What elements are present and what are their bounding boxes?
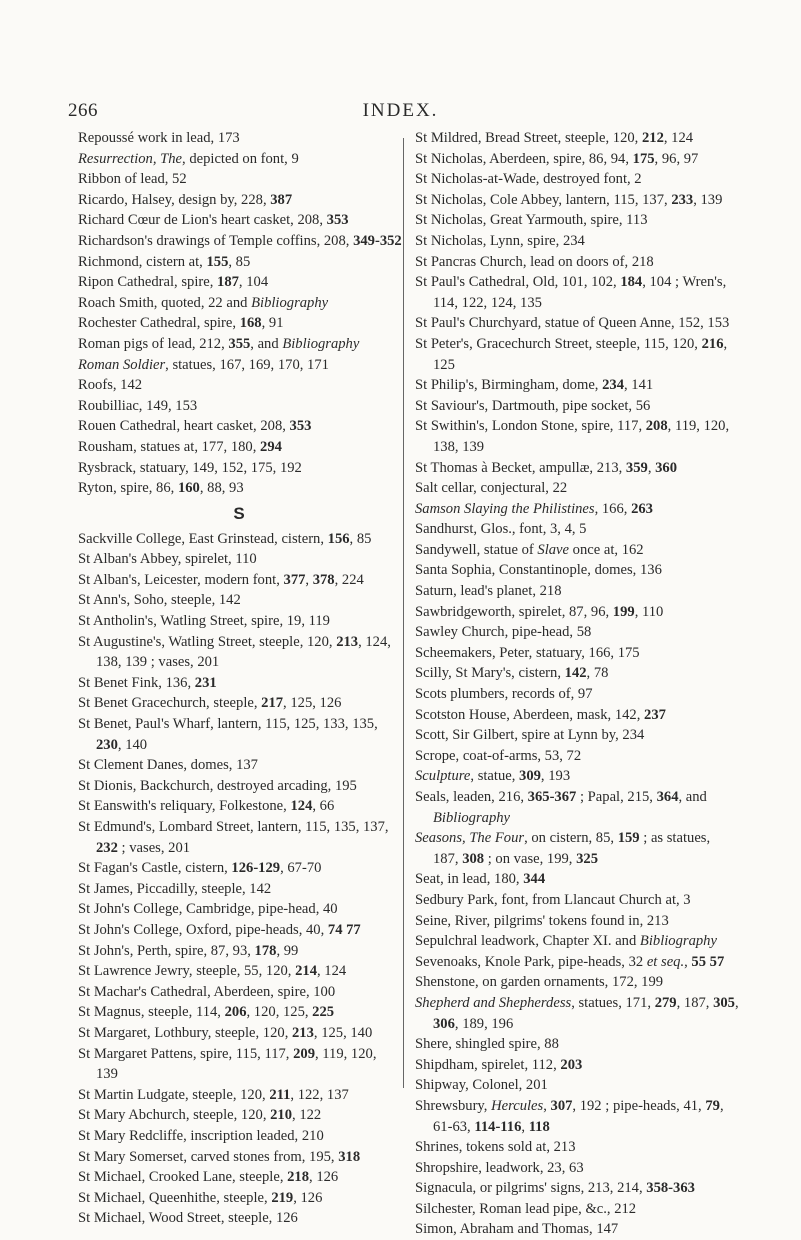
index-entry: St Margaret Pattens, spire, 115, 117, 209, 119, 120, — [78, 1045, 377, 1062]
index-entry: St John's, Perth, spire, 87, 93, 178, 99 — [78, 942, 299, 959]
index-entry: St Alban's, Leicester, modern font, 377, 378, 224 — [78, 571, 364, 588]
index-entry: Rochester Cathedral, spire, 168, 91 — [78, 315, 284, 332]
index-entry: Simon, Abraham and Thomas, 147 — [415, 1221, 619, 1238]
index-entry-continuation: Bibliography — [433, 809, 511, 826]
index-entry: St Paul's Churchyard, statue of Queen Anne, 152, 153 — [415, 315, 730, 332]
page-title: INDEX. — [362, 100, 439, 121]
index-entry: Sandywell, statue of Slave once at, 162 — [415, 541, 644, 558]
index-entry: St Eanswith's reliquary, Folkestone, 124, 66 — [78, 798, 335, 815]
index-entry: Ricardo, Halsey, design by, 228, 387 — [78, 191, 293, 208]
index-entry: Sandhurst, Glos., font, 3, 4, 5 — [415, 521, 587, 538]
column-divider — [403, 138, 404, 1088]
index-entry: Sawley Church, pipe-head, 58 — [415, 624, 592, 641]
index-entry: St Pancras Church, lead on doors of, 218 — [415, 253, 654, 270]
index-entry-continuation: 138, 139 — [433, 438, 485, 455]
index-entry: St Mary Abchurch, steeple, 120, 210, 122 — [78, 1107, 322, 1124]
index-entry: St John's College, Oxford, pipe-heads, 40, 74 77 — [78, 921, 361, 938]
index-entry: Roofs, 142 — [78, 377, 143, 394]
index-entry-continuation: 114, 122, 124, 135 — [433, 294, 542, 311]
index-entry: St Philip's, Birmingham, dome, 234, 141 — [415, 377, 654, 394]
index-entry: St Michael, Queenhithe, steeple, 219, 126 — [78, 1189, 323, 1206]
index-entry: St Lawrence Jewry, steeple, 55, 120, 214, 124 — [78, 963, 347, 980]
index-entry: Scotston House, Aberdeen, mask, 142, 237 — [415, 706, 666, 723]
index-entry: Scots plumbers, records of, 97 — [415, 686, 593, 703]
index-entry: Ribbon of lead, 52 — [78, 171, 187, 188]
index-entry-continuation: 306, 189, 196 — [433, 1015, 514, 1032]
index-entry: Resurrection, The, depicted on font, 9 — [78, 150, 299, 167]
index-entry: Sackville College, East Grinstead, cistern, 156, 85 — [78, 530, 372, 547]
index-entry: Scott, Sir Gilbert, spire at Lynn by, 234 — [415, 727, 645, 744]
index-entry: St Mildred, Bread Street, steeple, 120, 212, 124 — [415, 130, 694, 146]
index-entry: St Clement Danes, domes, 137 — [78, 757, 258, 774]
index-entry: Scilly, St Mary's, cistern, 142, 78 — [415, 665, 609, 682]
index-entry: St John's College, Cambridge, pipe-head, 40 — [78, 901, 338, 918]
index-entry: Shrines, tokens sold at, 213 — [415, 1139, 576, 1156]
index-entry: St Ann's, Soho, steeple, 142 — [78, 592, 241, 609]
index-entry: Shropshire, leadwork, 23, 63 — [415, 1159, 584, 1176]
index-entry: Scrope, coat-of-arms, 53, 72 — [415, 747, 582, 764]
index-entry-continuation: 61-63, 114-116, 118 — [433, 1118, 550, 1135]
index-entry: Shipdham, spirelet, 112, 203 — [415, 1056, 583, 1073]
index-entry: Sculpture, statue, 309, 193 — [415, 768, 571, 785]
index-entry: Roubilliac, 149, 153 — [78, 397, 198, 414]
index-entry: Richardson's drawings of Temple coffins, 208, 349-352 — [78, 232, 402, 249]
index-entry-continuation: 139 — [96, 1066, 118, 1083]
index-entry: Sepulchral leadwork, Chapter XI. and Bibliography — [415, 933, 717, 950]
index-entry: Shipway, Colonel, 201 — [415, 1077, 548, 1094]
index-entry: St James, Piccadilly, steeple, 142 — [78, 880, 272, 897]
index-entry: Richmond, cistern at, 155, 85 — [78, 253, 251, 270]
index-entry: Roach Smith, quoted, 22 and Bibliography — [78, 294, 329, 311]
index-entry: St Dionis, Backchurch, destroyed arcading, 195 — [78, 777, 357, 794]
index-entry: Sedbury Park, font, from Llancaut Church at, 3 — [415, 891, 691, 908]
index-entry: Seat, in lead, 180, 344 — [415, 871, 546, 888]
index-entry: St Margaret, Lothbury, steeple, 120, 213, 125, 140 — [78, 1024, 373, 1041]
section-letter: S — [233, 503, 245, 523]
index-entry: Roman Soldier, statues, 167, 169, 170, 171 — [78, 356, 329, 373]
index-entry: Shrewsbury, Hercules, 307, 192 ; pipe-heads, 41, 79, — [415, 1097, 724, 1114]
index-entry: Rysbrack, statuary, 149, 152, 175, 192 — [78, 459, 302, 476]
index-entry-continuation: 230, 140 — [96, 736, 148, 753]
index-entry: Repoussé work in lead, 173 — [78, 130, 240, 146]
index-entry: Rousham, statues at, 177, 180, 294 — [78, 438, 282, 455]
index-entry: Richard Cœur de Lion's heart casket, 208, 353 — [78, 212, 349, 229]
index-entry: St Michael, Wood Street, steeple, 126 — [78, 1210, 298, 1227]
index-entry: Sawbridgeworth, spirelet, 87, 96, 199, 110 — [415, 603, 664, 620]
index-entry: Sevenoaks, Knole Park, pipe-heads, 32 et seq., 55 57 — [415, 953, 725, 970]
index-entry: St Nicholas-at-Wade, destroyed font, 2 — [415, 171, 642, 188]
index-entry: St Nicholas, Cole Abbey, lantern, 115, 137, 233, 139 — [415, 191, 723, 208]
index-entry: Samson Slaying the Philistines, 166, 263 — [415, 500, 653, 517]
index-entry: Shere, shingled spire, 88 — [415, 1036, 559, 1053]
index-entry: Shepherd and Shepherdess, statues, 171, 279, 187, 305, — [415, 994, 739, 1011]
index-entry: St Swithin's, London Stone, spire, 117, 208, 119, 120, — [415, 418, 730, 435]
page-number: 266 — [68, 100, 98, 121]
index-entry: St Martin Ludgate, steeple, 120, 211, 122, 137 — [78, 1086, 349, 1103]
index-entry-continuation: 125 — [433, 356, 455, 373]
index-entry: Seine, River, pilgrims' tokens found in, 213 — [415, 912, 669, 929]
index-entry: St Thomas à Becket, ampullæ, 213, 359, 360 — [415, 459, 677, 476]
index-entry: St Edmund's, Lombard Street, lantern, 115, 135, 137, — [78, 819, 389, 835]
index-entry: St Peter's, Gracechurch Street, steeple, 115, 120, 216, — [415, 335, 728, 352]
index-entry: St Augustine's, Watling Street, steeple, 120, 213, 124, — [78, 633, 391, 650]
index-entry: St Fagan's Castle, cistern, 126-129, 67-70 — [78, 860, 322, 877]
index-entry-continuation: 138, 139 ; vases, 201 — [96, 654, 220, 671]
index-entry: St Paul's Cathedral, Old, 101, 102, 184, 104 ; Wren's, — [415, 274, 727, 291]
index-column-left — [78, 128, 400, 1229]
index-entry: St Machar's Cathedral, Aberdeen, spire, 100 — [78, 983, 336, 1000]
index-entry: Scheemakers, Peter, statuary, 166, 175 — [415, 644, 640, 661]
index-entry: St Nicholas, Aberdeen, spire, 86, 94, 175, 96, 97 — [415, 150, 699, 167]
index-entry: Rouen Cathedral, heart casket, 208, 353 — [78, 418, 312, 435]
index-entry: St Magnus, steeple, 114, 206, 120, 125, 225 — [78, 1004, 335, 1021]
index-entry: Silchester, Roman lead pipe, &c., 212 — [415, 1200, 637, 1217]
index-entry: Ryton, spire, 86, 160, 88, 93 — [78, 480, 244, 497]
index-entry: St Nicholas, Great Yarmouth, spire, 113 — [415, 212, 648, 229]
index-entry: Shenstone, on garden ornaments, 172, 199 — [415, 974, 664, 991]
index-entry: Seasons, The Four, on cistern, 85, 159 ; as statues, — [415, 830, 711, 847]
index-entry: Salt cellar, conjectural, 22 — [415, 480, 568, 497]
index-entry: St Alban's Abbey, spirelet, 110 — [78, 551, 257, 568]
index-entry: St Mary Somerset, carved stones from, 195, 318 — [78, 1148, 361, 1165]
index-entry: St Antholin's, Watling Street, spire, 19, 119 — [78, 613, 330, 630]
index-entry: St Michael, Crooked Lane, steeple, 218, 126 — [78, 1169, 339, 1186]
index-entry-continuation: 232 ; vases, 201 — [96, 839, 191, 856]
index-entry: St Benet Fink, 136, 231 — [78, 674, 217, 691]
index-entry: Saturn, lead's planet, 218 — [415, 583, 562, 600]
index-entry: St Benet Gracechurch, steeple, 217, 125, 126 — [78, 695, 342, 712]
index-entry: St Saviour's, Dartmouth, pipe socket, 56 — [415, 397, 651, 414]
index-entry: St Mary Redcliffe, inscription leaded, 210 — [78, 1127, 324, 1144]
index-entry: St Benet, Paul's Wharf, lantern, 115, 125, 133, 135, — [78, 716, 378, 733]
index-entry: St Nicholas, Lynn, spire, 234 — [415, 232, 585, 249]
index-entry: Ripon Cathedral, spire, 187, 104 — [78, 274, 269, 291]
index-entry-continuation: 187, 308 ; on vase, 199, 325 — [433, 850, 598, 867]
index-entry: Santa Sophia, Constantinople, domes, 136 — [415, 562, 662, 579]
index-entry: Seals, leaden, 216, 365-367 ; Papal, 215, 364, and — [415, 789, 707, 805]
index-column-right — [415, 128, 767, 1240]
index-entry: Roman pigs of lead, 212, 355, and Bibliography — [78, 335, 360, 352]
index-entry: Signacula, or pilgrims' signs, 213, 214, 358-363 — [415, 1180, 695, 1197]
